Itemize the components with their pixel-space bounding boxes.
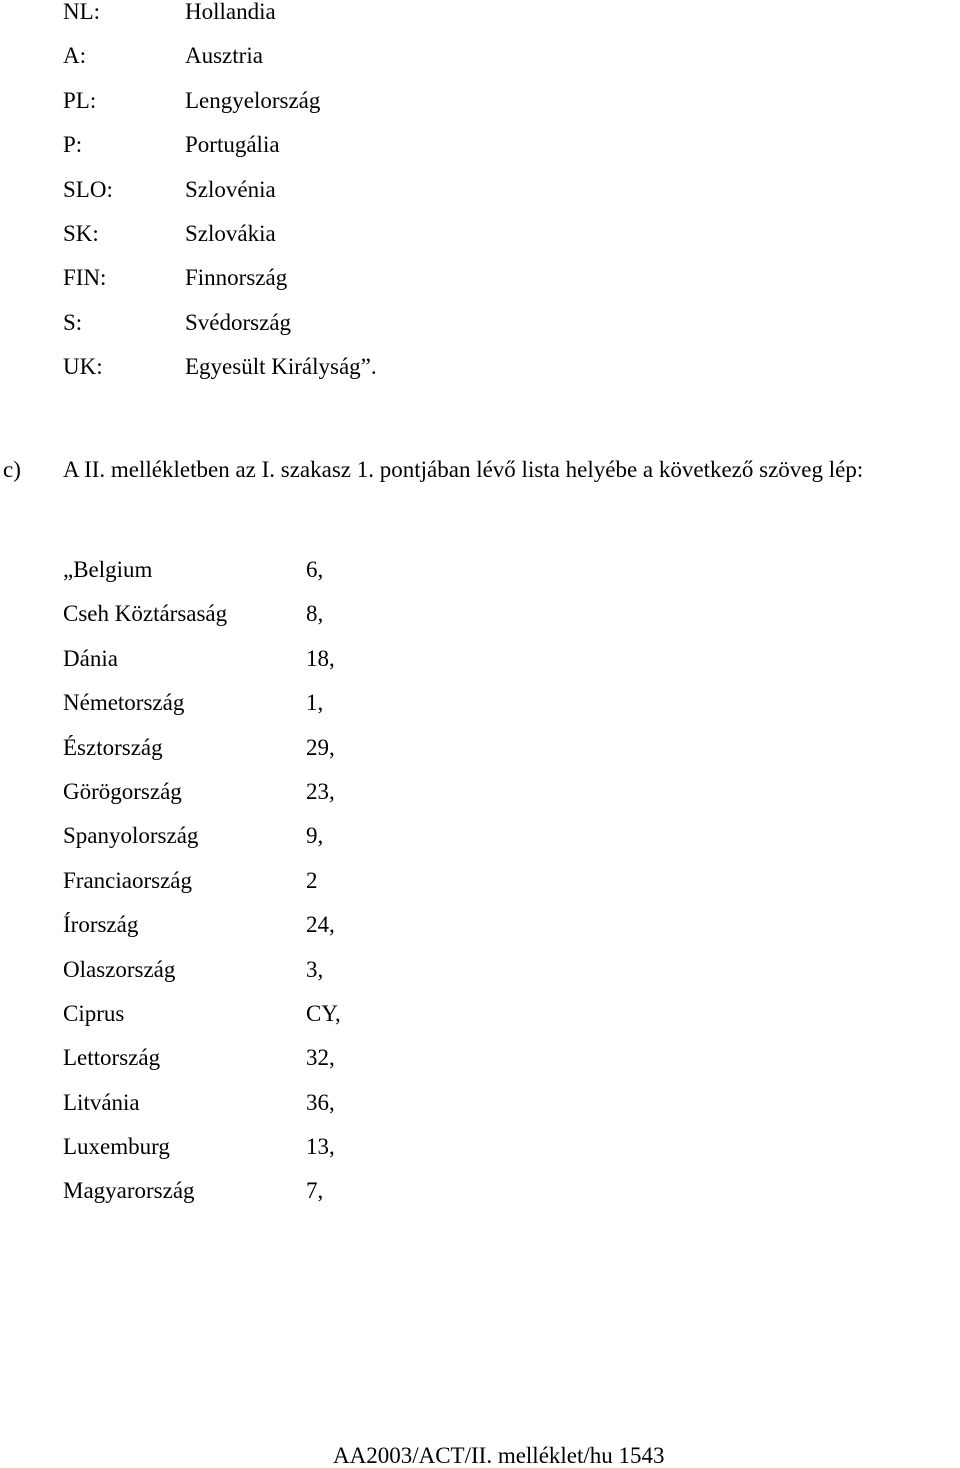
abbreviation-row: [63, 44, 377, 88]
abbreviation-country: Hollandia: [185, 0, 276, 24]
abbreviation-code: NL:: [63, 0, 101, 24]
country-code: 6,: [306, 557, 324, 582]
abbreviation-code: P:: [63, 132, 83, 158]
abbreviation-code: SK:: [63, 220, 99, 246]
country-name: Franciaország: [63, 867, 192, 893]
abbreviation-code: PL:: [63, 87, 97, 113]
country-row: [63, 647, 341, 691]
country-name: Görögország: [63, 778, 182, 804]
abbreviation-country: Lengyelország: [185, 87, 321, 113]
abbreviation-country: Egyesült Királyság”.: [185, 354, 377, 380]
country-code: 29,: [306, 734, 335, 760]
abbreviation-country: Finnország: [185, 265, 288, 291]
country-name: „Belgium: [63, 557, 153, 582]
country-name: Írország: [63, 912, 139, 938]
country-name: Olaszország: [63, 956, 176, 982]
country-name: Magyarország: [63, 1178, 195, 1204]
country-code: 13,: [306, 1134, 335, 1160]
country-row: [63, 824, 341, 868]
country-code: 2: [306, 867, 318, 893]
country-code: 3,: [306, 956, 324, 982]
country-row: [63, 1179, 341, 1223]
country-code: 32,: [306, 1045, 335, 1071]
country-code: 18,: [306, 645, 335, 671]
country-abbreviation-list: [63, 0, 377, 400]
abbreviation-code: S:: [63, 309, 83, 335]
abbreviation-code: SLO:: [63, 176, 113, 202]
country-row: [63, 780, 341, 824]
abbreviation-country: Portugália: [185, 132, 280, 158]
abbreviation-row: [63, 133, 377, 177]
abbreviation-row: [63, 355, 377, 399]
country-row: [63, 558, 341, 602]
section-text: A II. mellékletben az I. szakasz 1. pontjában lévő lista helyébe a következő szöveg lép:: [63, 457, 864, 482]
abbreviation-country: Szlovénia: [185, 176, 276, 202]
abbreviation-country: Ausztria: [185, 43, 263, 69]
country-row: [63, 602, 341, 646]
country-row: [63, 1135, 341, 1179]
country-name: Ciprus: [63, 1000, 125, 1026]
abbreviation-code: A:: [63, 43, 86, 69]
country-row: [63, 869, 341, 913]
country-code: 9,: [306, 823, 324, 849]
country-code: 24,: [306, 912, 335, 938]
abbreviation-code: UK:: [63, 354, 103, 380]
country-row: [63, 691, 341, 735]
country-row: [63, 913, 341, 957]
abbreviation-row: [63, 266, 377, 310]
section-instruction: [3, 458, 863, 482]
abbreviation-country: Szlovákia: [185, 220, 276, 246]
country-code: 36,: [306, 1089, 335, 1115]
abbreviation-row: [63, 222, 377, 266]
country-name: Spanyolország: [63, 823, 199, 849]
abbreviation-code: FIN:: [63, 265, 107, 291]
country-code: CY,: [306, 1000, 341, 1026]
abbreviation-row: [63, 178, 377, 222]
country-name: Dánia: [63, 645, 118, 671]
country-name: Németország: [63, 690, 185, 716]
country-code-list: [63, 558, 341, 1224]
abbreviation-row: [63, 0, 377, 44]
country-row: [63, 958, 341, 1002]
country-code: 8,: [306, 601, 324, 627]
abbreviation-row: [63, 311, 377, 355]
country-code: 7,: [306, 1178, 324, 1204]
country-row: [63, 1091, 341, 1135]
country-name: Luxemburg: [63, 1134, 170, 1160]
country-row: [63, 736, 341, 780]
country-name: Litvánia: [63, 1089, 140, 1115]
country-name: Lettország: [63, 1045, 161, 1071]
country-row: [63, 1002, 341, 1046]
country-code: 23,: [306, 778, 335, 804]
document-reference: AA2003/ACT/II. melléklet/hu 1543: [333, 1443, 665, 1468]
country-name: Észtország: [63, 734, 163, 760]
country-row: [63, 1046, 341, 1090]
abbreviation-country: Svédország: [185, 309, 292, 335]
abbreviation-row: [63, 89, 377, 133]
country-name: Cseh Köztársaság: [63, 601, 228, 627]
section-marker: c): [3, 457, 21, 482]
country-code: 1,: [306, 690, 324, 716]
